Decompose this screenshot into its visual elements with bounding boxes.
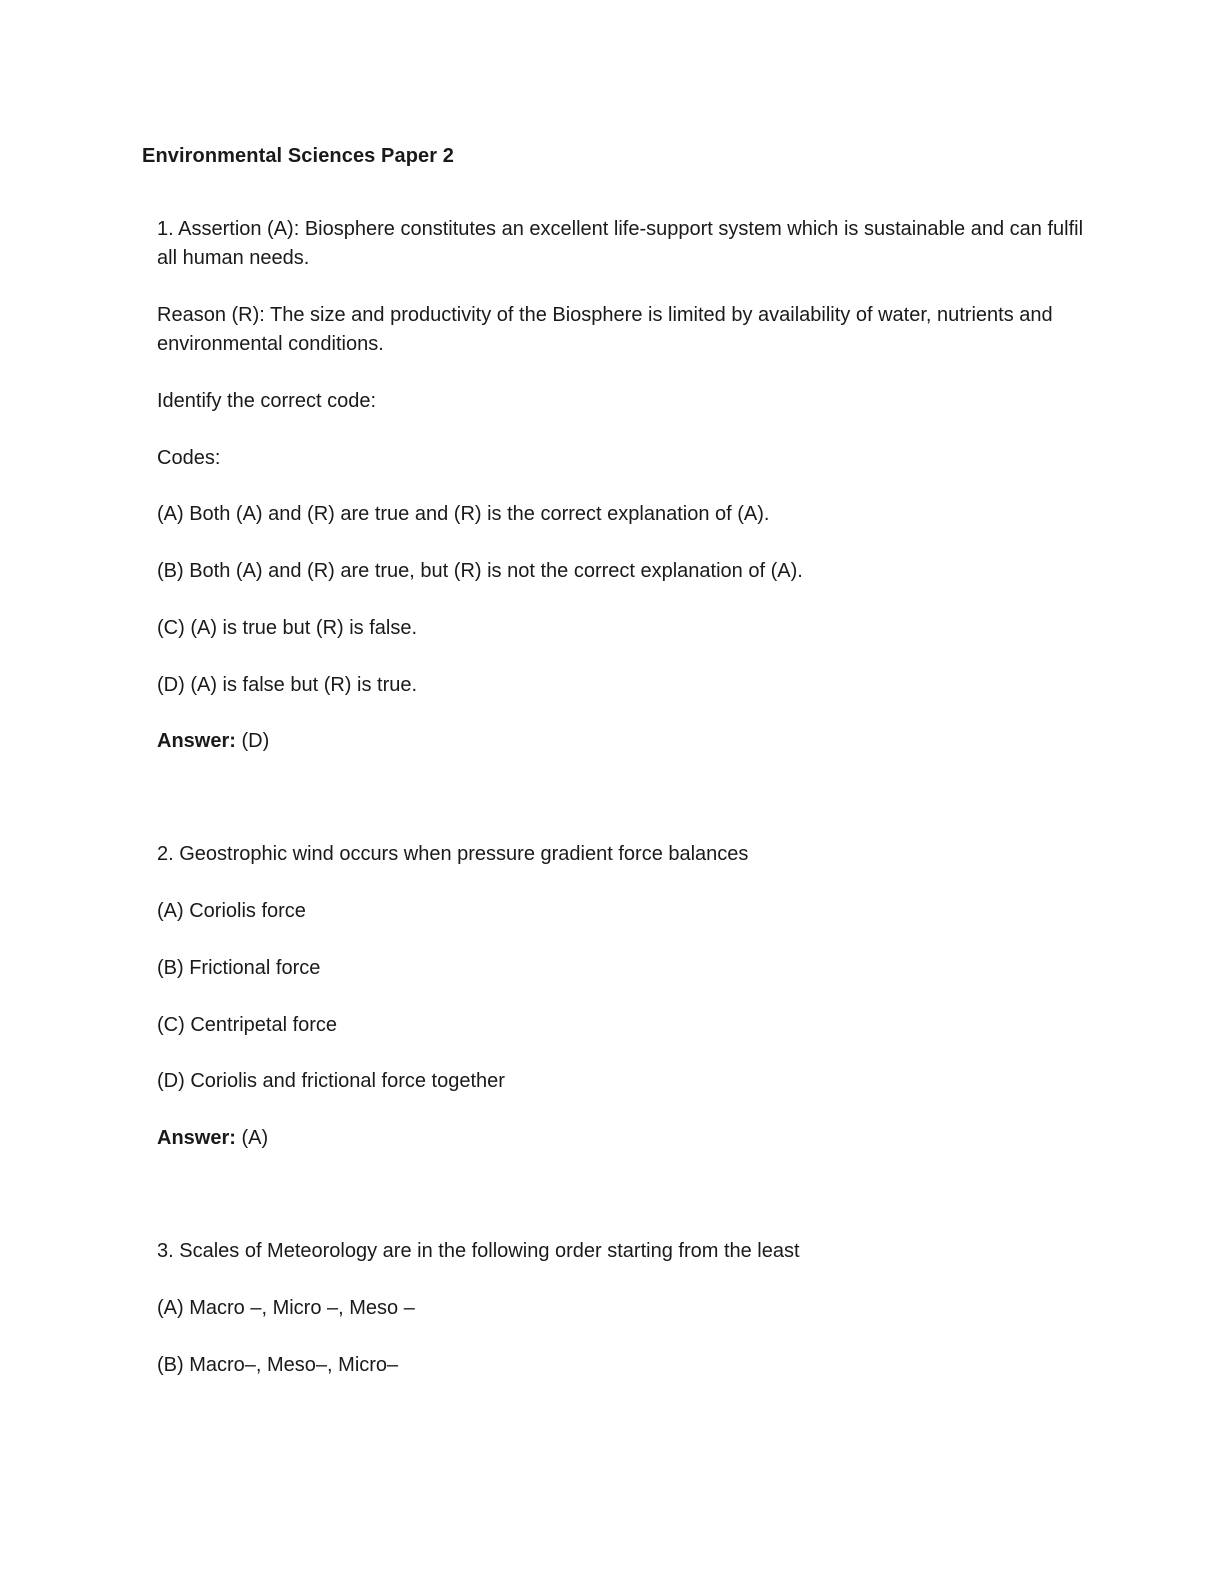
q1-answer-value: (D) [235,730,270,752]
q3-option-b: (B) Macro–, Meso–, Micro– [157,1354,399,1376]
q1-option-c: (C) (A) is true but (R) is false. [157,617,418,639]
q1-answer [157,727,269,756]
q2-stem: 2. Geostrophic wind occurs when pressure gradient force balances [157,843,749,865]
q1-instruction: Identify the correct code: [157,390,377,412]
q1-option-a: (A) Both (A) and (R) are true and (R) is the correct explanation of (A). [157,503,770,525]
q1-option-b: (B) Both (A) and (R) are true, but (R) is not the correct explanation of (A). [157,560,803,582]
q1-answer-label: Answer: [157,730,236,752]
q3-stem: 3. Scales of Meteorology are in the following order starting from the least [157,1240,800,1262]
q1-option-d: (D) (A) is false but (R) is true. [157,674,418,696]
q3-option-a: (A) Macro –, Micro –, Meso – [157,1297,415,1319]
q1-assertion: 1. Assertion (A): Biosphere constitutes an excellent life-support system which is sustainable and can fulfil all human needs. [157,218,1084,269]
q2-answer-label: Answer: [157,1127,236,1149]
document-title: Environmental Sciences Paper 2 [142,145,455,167]
q1-reason: Reason (R): The size and productivity of the Biosphere is limited by availability of water, nutrients and environmental conditions. [157,304,1053,355]
q2-option-b: (B) Frictional force [157,957,321,979]
q2-answer [157,1124,268,1153]
q2-option-c: (C) Centripetal force [157,1014,338,1036]
q2-answer-value: (A) [235,1127,269,1149]
q2-option-a: (A) Coriolis force [157,900,306,922]
q2-option-d: (D) Coriolis and frictional force together [157,1070,505,1092]
q1-codes-label: Codes: [157,447,221,469]
